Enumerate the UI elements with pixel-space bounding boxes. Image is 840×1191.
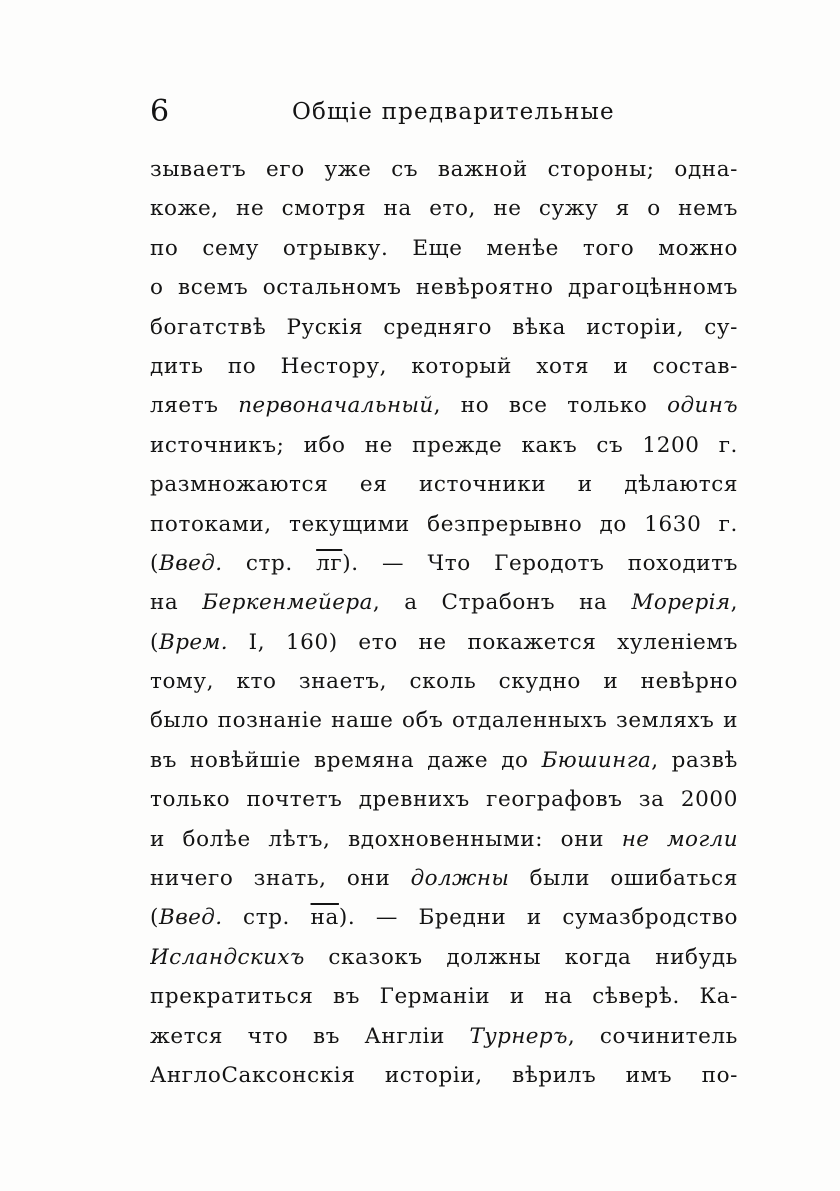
text-run: были ошибаться xyxy=(509,866,738,892)
text-run: коже, не смотря на ето, не сужу я о немъ xyxy=(150,196,738,222)
text-run: ( xyxy=(150,629,159,655)
text-line xyxy=(150,977,738,1016)
text-run: стр. xyxy=(222,905,311,931)
italic-text: Введ. xyxy=(159,905,223,931)
text-run: потоками, текущими безпрерывно до 1630 г. xyxy=(150,511,738,537)
text-line xyxy=(150,426,738,465)
italic-text: одинъ xyxy=(667,393,738,419)
text-line xyxy=(150,544,738,583)
text-run: прекратиться въ Германіи и на сѣверѣ. Ка- xyxy=(150,984,738,1010)
numeral-overline: на xyxy=(310,905,339,931)
text-run: зываетъ его уже съ важной стороны; одна- xyxy=(150,157,738,182)
italic-text: Бюшинга xyxy=(541,747,652,773)
text-line xyxy=(150,505,738,544)
italic-text: первоначальный xyxy=(238,393,434,419)
text-line xyxy=(150,386,738,425)
text-line xyxy=(150,859,738,898)
text-line xyxy=(150,189,738,228)
italic-text: не могли xyxy=(621,826,738,852)
text-run: АнглоСаксонскія исторіи, вѣрилъ имъ по- xyxy=(150,1062,738,1088)
text-run: , а Страбонъ на xyxy=(372,590,632,616)
text-run: , но все только xyxy=(433,393,668,419)
italic-text: Врем. xyxy=(159,629,228,655)
text-run: , xyxy=(730,590,738,616)
text-line xyxy=(150,465,738,504)
text-line xyxy=(150,820,738,859)
text-run: и болѣе лѣтъ, вдохновенными: они xyxy=(150,826,622,852)
text-line xyxy=(150,662,738,701)
italic-text: Исландскихъ xyxy=(150,944,305,970)
italic-text: Введ. xyxy=(159,550,223,576)
italic-text: Беркенмейера xyxy=(202,590,373,616)
text-run: по сему отрывку. Еще менѣе того можно xyxy=(150,235,738,261)
text-run: размножаются ея источники и дѣлаются xyxy=(150,472,738,498)
text-run: , развѣ xyxy=(651,747,738,773)
text-line xyxy=(150,741,738,780)
running-head: Общіе предварительные xyxy=(292,99,615,125)
page-header xyxy=(150,92,740,132)
italic-text: Морерія xyxy=(631,590,731,616)
text-run: , сочинитель xyxy=(567,1023,738,1049)
text-run: тому, кто знаетъ, сколь скудно и невѣрно xyxy=(150,669,738,695)
text-run: ничего знать, они xyxy=(150,866,411,892)
body-text xyxy=(150,150,738,1095)
text-run: въ новѣйшіе времяна даже до xyxy=(150,747,542,773)
italic-text: Турнеръ xyxy=(469,1023,568,1049)
text-run: сказокъ должны когда нибудь xyxy=(304,944,738,970)
text-line xyxy=(150,583,738,622)
page-number: 6 xyxy=(150,94,170,129)
text-run: стр. xyxy=(222,550,317,576)
text-line xyxy=(150,780,738,819)
text-run: ). — Бредни и сумазбродство xyxy=(338,905,738,931)
text-line xyxy=(150,268,738,307)
italic-text: должны xyxy=(410,866,510,892)
text-line xyxy=(150,229,738,268)
text-run: источникъ; ибо не прежде какъ съ 1200 г. xyxy=(150,432,738,458)
text-run: богатствѣ Рускія средняго вѣка исторіи, су- xyxy=(150,314,738,340)
text-line xyxy=(150,308,738,347)
text-line xyxy=(150,701,738,740)
text-run: ( xyxy=(150,550,159,576)
text-run: было познаніе наше объ отдаленныхъ земляхъ и xyxy=(150,708,738,734)
text-run: ). — Что Геродотъ походитъ xyxy=(342,550,738,576)
text-line xyxy=(150,347,738,386)
text-line xyxy=(150,623,738,662)
text-run: на xyxy=(150,590,203,616)
text-run: жется что въ Англіи xyxy=(150,1023,470,1049)
text-line xyxy=(150,938,738,977)
text-run: о всемъ остальномъ невѣроятно драгоцѣнномъ xyxy=(150,275,738,301)
text-line xyxy=(150,1017,738,1056)
text-run: I, 160) ето не покажется хуленіемъ xyxy=(227,629,738,655)
numeral-overline: лг xyxy=(316,550,343,576)
text-line xyxy=(150,898,738,937)
text-line xyxy=(150,150,738,189)
text-run: ляетъ xyxy=(150,393,239,419)
text-run: только почтетъ древнихъ географовъ за 2000 xyxy=(150,787,738,813)
text-run: дить по Нестору, который хотя и состав- xyxy=(150,353,738,379)
text-line xyxy=(150,1056,738,1095)
text-run: ( xyxy=(150,905,159,931)
